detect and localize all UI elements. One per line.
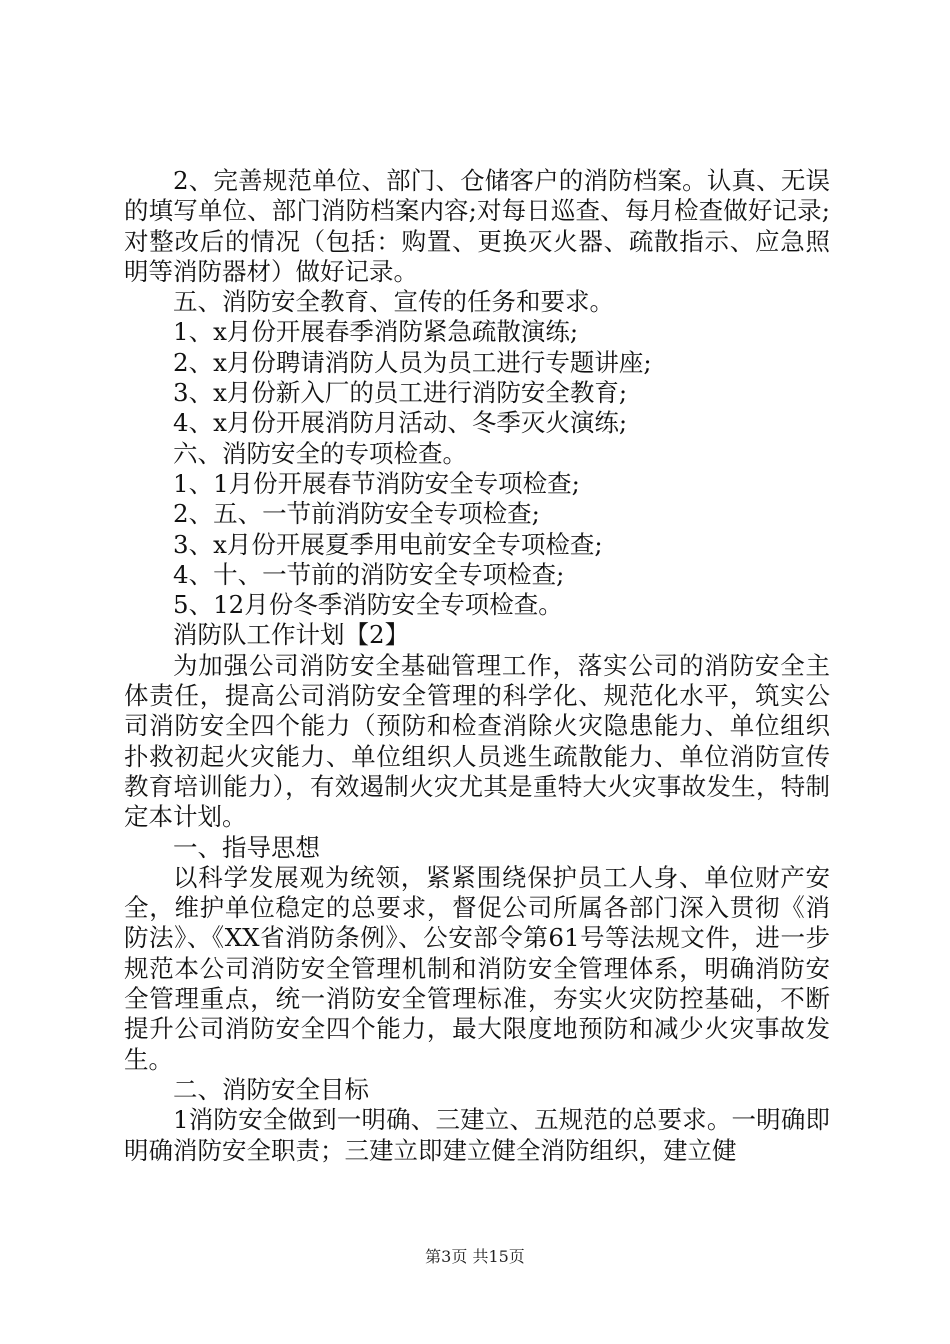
paragraph-archive: 2、完善规范单位、部门、仓储客户的消防档案。认真、无误的填写单位、部门消防档案内容;对每日巡查、每月检查做好记录;对整改后的情况（包括：购置、更换灭火器、疏散指示、应急照明等消防器材）做好记录。 [124, 166, 830, 286]
section-title: 消防队工作计划【2】 [173, 620, 410, 650]
list-item: 3、x月份开展夏季用电前安全专项检查; [173, 529, 603, 559]
heading-inspection: 六、消防安全的专项检查。 [173, 438, 467, 468]
heading-guiding-thought: 一、指导思想 [173, 832, 320, 862]
paragraph-guiding-thought: 以科学发展观为统领，紧紧围绕保护员工人身、单位财产安全，维护单位稳定的总要求，督促公司所属各部门深入贯彻《消防法》、《XX省消防条例》、公安部令第61号等法规文件，进一步规范本公司消防安全管理机制和消防安全管理体系，明确消防安全管理重点，统一消防安全管理标准，夯实火灾防控基础，不断提升公司消防安全四个能力，最大限度地预防和减少火灾事故发生。 [124, 862, 830, 1074]
list-item: 2、五、一节前消防安全专项检查; [173, 499, 540, 529]
list-item: 2、x月份聘请消防人员为员工进行专题讲座; [173, 347, 652, 377]
list-item: 4、十、一节前的消防安全专项检查; [173, 559, 565, 589]
list-item: 1、x月份开展春季消防紧急疏散演练; [173, 317, 579, 347]
list-item: 5、12月份冬季消防安全专项检查。 [173, 590, 563, 620]
page-footer: 第3页 共15页 [425, 1247, 525, 1266]
list-item: 3、x月份新入厂的员工进行消防安全教育; [173, 378, 628, 408]
list-item: 4、x月份开展消防月活动、冬季灭火演练; [173, 408, 628, 438]
list-item: 1、1月份开展春节消防安全专项检查; [173, 468, 580, 498]
heading-education: 五、消防安全教育、宣传的任务和要求。 [173, 287, 614, 317]
document-body [124, 166, 830, 1166]
paragraph-intro: 为加强公司消防安全基础管理工作，落实公司的消防安全主体责任，提高公司消防安全管理的科学化、规范化水平，筑实公司消防安全四个能力（预防和检查消除火灾隐患能力、单位组织扑救初起火灾能力、单位组织人员逃生疏散能力、单位消防宣传教育培训能力），有效遏制火灾尤其是重特大火灾事故发生，特制定本计划。 [124, 650, 830, 832]
heading-safety-goal: 二、消防安全目标 [173, 1074, 369, 1104]
paragraph-safety-goal: 1消防安全做到一明确、三建立、五规范的总要求。一明确即明确消防安全职责；三建立即建立健全消防组织，建立健 [124, 1105, 830, 1165]
